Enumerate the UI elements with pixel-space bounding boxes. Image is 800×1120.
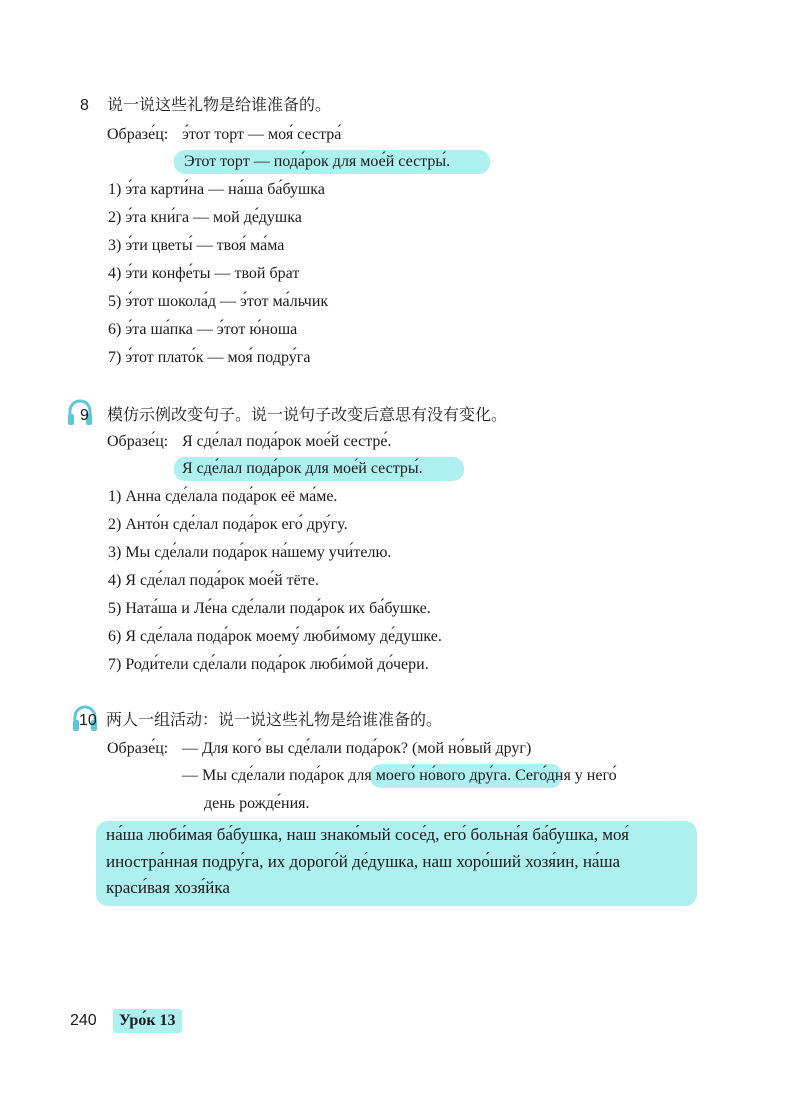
page-number: 240 — [70, 1012, 97, 1029]
list-item: 7) э́тот плато́к — моя́ подру́га — [108, 349, 311, 366]
list-item: 6) Я сде́лала пода́рок моему́ люби́мому де́душке. — [108, 628, 442, 645]
sample-text: Я сде́лал пода́рок мое́й сестре́. — [182, 433, 392, 450]
sample-label: Образе́ц: — [107, 433, 169, 450]
list-item: 1) Анна сде́лала пода́рок её ма́ме. — [108, 488, 338, 505]
dialogue-answer — [182, 765, 617, 787]
list-item: 4) Я сде́лал пода́рок мое́й тёте. — [108, 572, 319, 589]
vocabulary-line: иностра́нная подру́га, их дорого́й де́душка, наш хоро́ший хозя́ин, на́ша — [106, 852, 621, 871]
exercise-number: 10 — [79, 712, 97, 729]
list-item: 2) Анто́н сде́лал пода́рок его́ дру́гу. — [108, 516, 348, 533]
list-item: 6) э́та ша́пка — э́тот ю́ноша — [108, 321, 298, 338]
list-item: 7) Роди́тели сде́лали пода́рок люби́мой до́чери. — [108, 656, 429, 673]
vocabulary-line: краси́вая хозя́йка — [106, 878, 230, 897]
list-item: 3) Мы сде́лали пода́рок на́шему учи́телю. — [108, 544, 392, 561]
list-item: 1) э́та карти́на — на́ша ба́бушка — [108, 181, 325, 198]
sample-answer: Я сде́лал пода́рок для мое́й сестры́. — [182, 460, 423, 477]
list-item: 5) э́тот шокола́д — э́тот ма́льчик — [108, 293, 329, 310]
sample-label: Образе́ц: — [107, 126, 169, 143]
list-item: 3) э́ти цветы́ — твоя́ ма́ма — [108, 237, 285, 254]
list-item: 5) Ната́ша и Ле́на сде́лали пода́рок их ба́бушке. — [108, 600, 431, 617]
dialogue-answer-end: . Сего́дня у него́ — [507, 767, 617, 784]
exercise-instruction: 模仿示例改变句子。说一说句子改变后意思有没有变化。 — [107, 407, 508, 424]
exercise-number: 8 — [80, 97, 89, 114]
sample-label: Образе́ц: — [107, 740, 169, 757]
sample-text: э́тот торт — моя́ сестра́ — [182, 126, 342, 143]
dialogue-answer-highlighted: для моего́ но́вого дру́га — [348, 767, 508, 784]
exercise-instruction: 两人一组活动：说一说这些礼物是给谁准备的。 — [106, 712, 443, 729]
dialogue-question: — Для кого́ вы сде́лали пода́рок? (мой но́вый друг) — [182, 740, 532, 757]
list-item: 4) э́ти конфе́ты — твой брат — [108, 265, 300, 282]
sample-answer: Этот торт — пода́рок для мое́й сестры́. — [184, 153, 451, 170]
dialogue-answer-start: — Мы сде́лали пода́рок — [182, 767, 345, 784]
vocabulary-line: на́ша люби́мая ба́бушка, наш знако́мый сосе́д, его́ больна́я ба́бушка, моя́ — [106, 825, 629, 844]
dialogue-answer-continued: день рожде́ния. — [204, 795, 310, 812]
exercise-number: 9 — [80, 407, 89, 424]
exercise-instruction: 说一说这些礼物是给谁准备的。 — [107, 97, 332, 114]
list-item: 2) э́та кни́га — мой де́душка — [108, 209, 302, 226]
lesson-label: Уро́к 13 — [113, 1009, 182, 1033]
